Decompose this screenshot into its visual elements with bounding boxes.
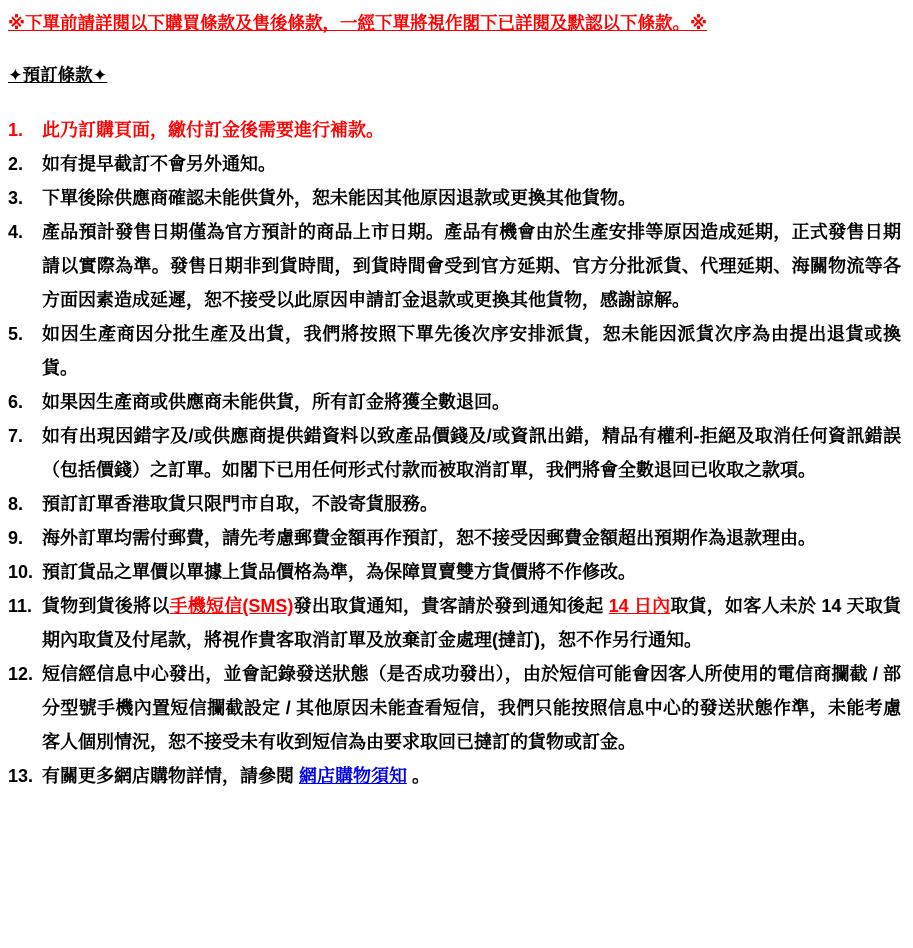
term-item-13 (8, 759, 901, 793)
term-number: 1. (8, 120, 24, 141)
term-segment: 如有出現因錯字及/或供應商提供錯資料以致產品價錢及/或資訊出錯，精品有權利-拒絕及取消任何資訊錯誤（包括價錢）之訂單。如閣下已用任何形式付款而被取消訂單，我們將會全數退回已收取之款項。 (42, 426, 901, 481)
term-segment: 如果因生產商或供應商未能供貨，所有訂金將獲全數退回。 (42, 392, 510, 413)
term-text (42, 385, 901, 419)
term-text (42, 147, 901, 181)
term-segment: 此乃訂購頁面，繳付訂金後需要進行補款。 (42, 120, 384, 141)
term-number: 3. (8, 188, 24, 209)
term-segment: 有關更多網店購物詳情，請參閱 (42, 766, 299, 787)
term-number: 8. (8, 494, 24, 515)
term-text (42, 589, 901, 657)
term-segment: 短信經信息中心發出，並會記錄發送狀態（是否成功發出），由於短信可能會因客人所使用的電信商攔截 / 部分型號手機內置短信攔截設定 / 其他原因未能查看短信，我們只能按照信息中心的發送狀態作準，未能考慮客人個別情況，恕不接受未有收到短信為由要求取回已撻訂的貨物或訂金。 (42, 664, 901, 753)
term-text (42, 419, 901, 487)
term-item-12 (8, 657, 901, 759)
page-title: ※下單前請詳閱以下購買條款及售後條款，一經下單將視作閣下已詳閱及默認以下條款。※ (8, 13, 708, 33)
term-number: 10. (8, 562, 34, 583)
term-segment: 海外訂單均需付郵費，請先考慮郵費金額再作預訂，恕不接受因郵費金額超出預期作為退款理由。 (42, 528, 816, 549)
term-segment: 預訂訂單香港取貨只限門市自取，不設寄貨服務。 (42, 494, 438, 515)
term-number: 5. (8, 324, 24, 345)
term-item-10 (8, 555, 901, 589)
term-segment: 取貨，如客人未於 14 天取貨期內取貨及付尾款，將視作貴客取消訂單及放棄訂金處理(撻訂)，恕不作另行通知。 (42, 596, 902, 651)
term-item-7 (8, 419, 901, 487)
term-text (42, 215, 901, 317)
term-text (42, 555, 901, 589)
shop-guide-link[interactable]: 網店購物須知 (299, 766, 407, 787)
term-item-3 (8, 181, 901, 215)
term-number: 2. (8, 154, 24, 175)
term-number: 12. (8, 664, 34, 685)
term-text (42, 521, 901, 555)
term-segment: 。 (407, 766, 431, 787)
term-highlight: 14 日內 (608, 596, 671, 617)
term-item-5 (8, 317, 901, 385)
terms-list (8, 113, 901, 793)
term-text (42, 317, 901, 385)
term-text (42, 487, 901, 521)
term-number: 6. (8, 392, 24, 413)
term-number: 13. (8, 766, 34, 787)
term-segment: 產品預計發售日期僅為官方預計的商品上市日期。產品有機會由於生產安排等原因造成延期，正式發售日期請以實際為準。發售日期非到貨時間，到貨時間會受到官方延期、官方分批派貨、代理延期、海關物流等各方面因素造成延遲，恕不接受以此原因申請訂金退款或更換其他貨物，感謝諒解。 (42, 222, 901, 311)
term-item-9 (8, 521, 901, 555)
term-text (42, 113, 901, 147)
term-item-4 (8, 215, 901, 317)
section-heading: ✦預訂條款✦ (8, 65, 108, 86)
term-segment: 如因生產商因分批生產及出貨，我們將按照下單先後次序安排派貨，恕未能因派貨次序為由提出退貨或換貨。 (42, 324, 901, 379)
term-item-8 (8, 487, 901, 521)
term-text (42, 657, 901, 759)
term-segment: 貨物到貨後將以 (42, 596, 170, 617)
term-segment: 發出取貨通知，貴客請於發到通知後起 (293, 596, 609, 617)
term-item-6 (8, 385, 901, 419)
term-item-2 (8, 147, 901, 181)
term-number: 11. (8, 596, 33, 617)
term-highlight: 手機短信(SMS) (169, 596, 294, 617)
term-item-11 (8, 589, 901, 657)
term-number: 9. (8, 528, 24, 549)
term-segment: 如有提早截訂不會另外通知。 (42, 154, 276, 175)
term-segment: 預訂貨品之單價以單據上貨品價格為準，為保障買賣雙方貨價將不作修改。 (42, 562, 636, 583)
term-text (42, 181, 901, 215)
term-item-1 (8, 113, 901, 147)
term-number: 7. (8, 426, 24, 447)
term-number: 4. (8, 222, 24, 243)
term-segment: 下單後除供應商確認未能供貨外，恕未能因其他原因退款或更換其他貨物。 (42, 188, 636, 209)
term-text (42, 759, 901, 793)
